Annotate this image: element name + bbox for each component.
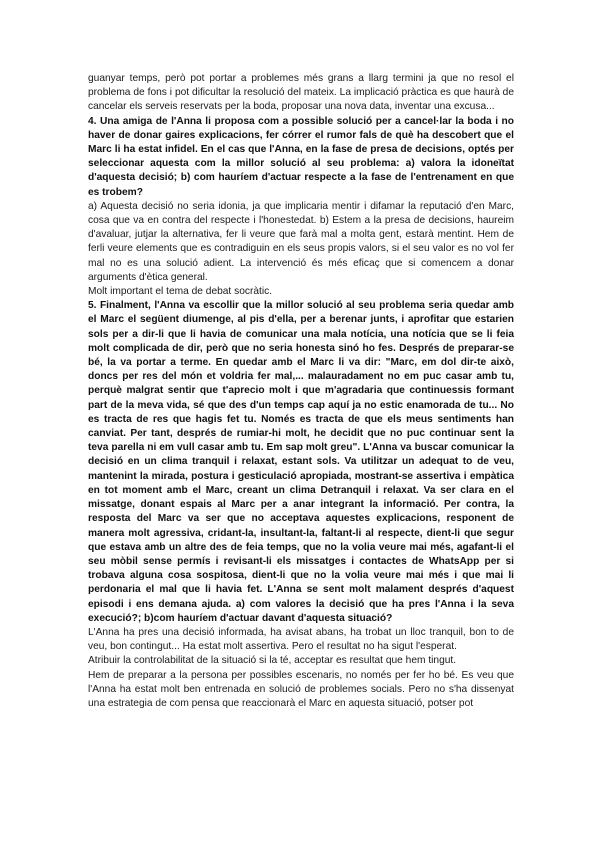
- note-socratic-debate: Molt important el tema de debat socràtic.: [88, 286, 273, 298]
- question-4: 4. Una amiga de l'Anna li proposa com a possible solució per a cancel·lar la boda i no haver de donar gaires explicacions, fer córrer el rumor fals de què ha descobert que el Marc li ha estat infidel. En el cas que l'Anna, en la fase de presa de decisions, optés per seleccionar aquesta com la millor solució al seu problema: a) valora la idoneïtat d'aquesta decisió; b) com hauríem d'actuar respecte a la fase de l'entrenament en que es trobem?: [88, 115, 514, 198]
- paragraph-continuation: guanyar temps, però pot portar a problemes més grans a llarg termini ja que no resol el problema de fons i pot dificultar la resolució del mateix. La implicació pràctica es que haurà de cancelar els serveis reservats per la boda, proposar una nova data, inventar una excusa...: [88, 73, 514, 113]
- answer-5-a: L'Anna ha pres una decisió informada, ha avisat abans, ha trobat un lloc tranquil, bon to de veu, bon contingut... Ha estat molt assertiva. Pero el resultat no ha sigut l'esperat.: [88, 626, 514, 653]
- question-5: 5. Finalment, l'Anna va escollir que la millor solució al seu problema seria quedar amb el Marc el següent diumenge, al pis d'ella, per a berenar junts, i aprofitar que estarien sols per a dir-li que li havia de comunicar una mala notícia, una notícia que se li feia molt complicada de dir, però que no seria honesta sinó ho fes. Després de preparar-se bé, la va portar a terme. En quedar amb el Marc li va dir: "Marc, em dol dir-te això, doncs per res del món et voldria fer mal,... malauradament no em puc casar amb tu, perquè malgrat sentir que t'aprecio molt i que m'agradaria que continuessis formant part de la meva vida, sé que des d'un temps cap aquí ja no estic enamorada de tu... No es tracta de res que hagis fet tu. Només es tracta de que els meus sentiments han canviat. Per tant, després de rumiar-hi molt, he decidit que no puc continuar sent la teva parella ni em vull casar amb tu. Em sap molt greu". L'Anna va buscar comunicar la decisió en un clima tranquil i relaxat, estant sols. Va utilitzar un adequat to de veu, mantenint la mirada, postura i gesticulació apropiada, mostrant-se assertiva i empàtica en tot moment amb el Marc, creant un clima Detranquil i relaxat. Va ser clara en el missatge, donant espais al Marc per a anar integrant la informació. Per contra, la resposta del Marc va ser que no acceptava aquestes explicacions, responent de manera molt agressiva, cridant-la, insultant-la, faltant-li al respecte, dient-li que segur que estava amb un altre des de feia temps, que no la volia veure mai més, agafant-li el seu mòbil sense permís i revisant-li els missatges i contactes de WhatsApp per si trobava alguna cosa sospitosa, dient-li que no la volia veure mai més i que mai li perdonaria el mal que li havia fet. L'Anna se sent molt malament després d'aquest episodi i ens demana ajuda. a) com valores la decisió que ha pres l'Anna i la seva execució?; b)com hauríem d'actuar davant d'aquesta situació?: [88, 300, 514, 624]
- answer-4: a) Aquesta decisió no seria idonia, ja que implicaria mentir i difamar la reputació d'en Marc, cosa que va en contra del respecte i l'honestedat. b) Estem a la presa de decisions, haureim d'avaluar, jutjar la alternativa, fer li veure que farà mal a molta gent, estarà mentint. Hem de ferli veure elements que es contradiguin en els seus propis valors, si el seu valor es no vol fer mal no es una solució adient. La intervenció és més eficaç que si comencem a donar arguments d'ètica general.: [88, 200, 514, 283]
- document-body: [88, 72, 514, 711]
- answer-5-b: Hem de preparar a la persona per possibles escenaris, no només per fer ho bé. Es veu que l'Anna ha estat molt ben entrenada en solució de problemes socials. Pero no s'ha dissenyat una estrategia de com pensa que reaccionarà el Marc en aquesta situació, potser pot: [88, 669, 514, 709]
- answer-5-controllability: Atribuir la controlabilitat de la situació si la té, acceptar es resultat que hem tingut.: [88, 655, 457, 667]
